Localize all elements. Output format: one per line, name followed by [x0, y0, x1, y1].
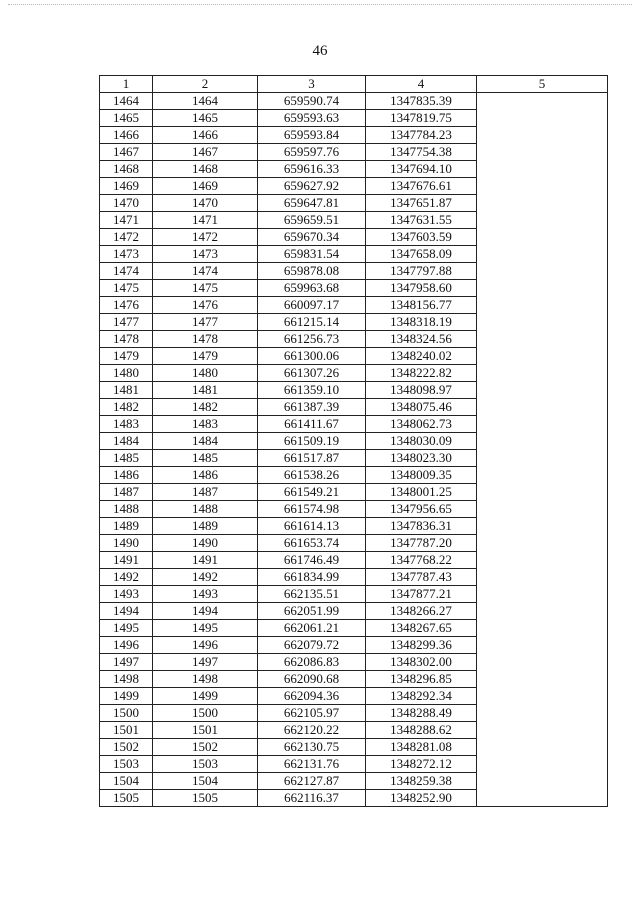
table-cell-col-4: 1348009.35	[366, 467, 477, 484]
table-row	[100, 416, 608, 433]
table-row	[100, 144, 608, 161]
table-cell-col-3: 659597.76	[258, 144, 366, 161]
table-cell-col-5	[477, 246, 608, 263]
table-cell-col-4: 1348288.49	[366, 705, 477, 722]
table-row	[100, 263, 608, 280]
table-row	[100, 654, 608, 671]
table-cell-col-5	[477, 314, 608, 331]
table-cell-col-2: 1495	[153, 620, 258, 637]
table-row	[100, 739, 608, 756]
table-cell-col-4: 1347835.39	[366, 93, 477, 110]
table-cell-col-2: 1505	[153, 790, 258, 807]
table-cell-col-3: 662086.83	[258, 654, 366, 671]
table-cell-col-2: 1465	[153, 110, 258, 127]
table-cell-col-5	[477, 790, 608, 807]
table-cell-col-3: 661614.13	[258, 518, 366, 535]
table-row	[100, 603, 608, 620]
table-cell-col-4: 1347877.21	[366, 586, 477, 603]
table-cell-col-4: 1348302.00	[366, 654, 477, 671]
table-cell-col-2: 1496	[153, 637, 258, 654]
table-cell-col-5	[477, 603, 608, 620]
table-cell-col-3: 659590.74	[258, 93, 366, 110]
table-row	[100, 773, 608, 790]
table-row	[100, 756, 608, 773]
table-cell-col-5	[477, 569, 608, 586]
table-cell-col-5	[477, 773, 608, 790]
table-cell-col-2: 1488	[153, 501, 258, 518]
table-cell-col-1: 1492	[100, 569, 153, 586]
table-cell-col-5	[477, 110, 608, 127]
table-cell-col-2: 1483	[153, 416, 258, 433]
table-cell-col-3: 662051.99	[258, 603, 366, 620]
table-cell-col-3: 659878.08	[258, 263, 366, 280]
table-row	[100, 110, 608, 127]
table-cell-col-1: 1505	[100, 790, 153, 807]
table-row	[100, 229, 608, 246]
table-cell-col-3: 659627.92	[258, 178, 366, 195]
table-cell-col-5	[477, 501, 608, 518]
table-cell-col-1: 1483	[100, 416, 153, 433]
table-cell-col-2: 1477	[153, 314, 258, 331]
table-cell-col-4: 1347768.22	[366, 552, 477, 569]
table-cell-col-3: 661359.10	[258, 382, 366, 399]
table-row	[100, 450, 608, 467]
table-cell-col-2: 1501	[153, 722, 258, 739]
table-row	[100, 93, 608, 110]
table-cell-col-4: 1347956.65	[366, 501, 477, 518]
table-row	[100, 212, 608, 229]
table-row	[100, 705, 608, 722]
table-cell-col-5	[477, 382, 608, 399]
table-row	[100, 178, 608, 195]
table-cell-col-2: 1485	[153, 450, 258, 467]
table-cell-col-2: 1484	[153, 433, 258, 450]
table-cell-col-1: 1490	[100, 535, 153, 552]
table-cell-col-4: 1348324.56	[366, 331, 477, 348]
table-cell-col-3: 662135.51	[258, 586, 366, 603]
table-cell-col-4: 1348281.08	[366, 739, 477, 756]
table-cell-col-3: 662094.36	[258, 688, 366, 705]
table-cell-col-5	[477, 263, 608, 280]
table-cell-col-4: 1347958.60	[366, 280, 477, 297]
table-row	[100, 688, 608, 705]
table-row	[100, 620, 608, 637]
table-cell-col-4: 1347787.20	[366, 535, 477, 552]
table-row	[100, 399, 608, 416]
table-cell-col-1: 1498	[100, 671, 153, 688]
table-cell-col-1: 1502	[100, 739, 153, 756]
table-row	[100, 365, 608, 382]
table-cell-col-5	[477, 365, 608, 382]
header-row	[100, 76, 608, 93]
table-cell-col-2: 1468	[153, 161, 258, 178]
table-row	[100, 484, 608, 501]
table-cell-col-4: 1348075.46	[366, 399, 477, 416]
table-cell-col-4: 1347819.75	[366, 110, 477, 127]
table-cell-col-4: 1348156.77	[366, 297, 477, 314]
table-cell-col-3: 662105.97	[258, 705, 366, 722]
table-cell-col-5	[477, 552, 608, 569]
table-cell-col-2: 1469	[153, 178, 258, 195]
header-cell-3: 3	[258, 76, 366, 93]
table-cell-col-2: 1476	[153, 297, 258, 314]
table-cell-col-1: 1475	[100, 280, 153, 297]
table-cell-col-1: 1482	[100, 399, 153, 416]
table-cell-col-4: 1347797.88	[366, 263, 477, 280]
table-cell-col-2: 1487	[153, 484, 258, 501]
table-cell-col-5	[477, 229, 608, 246]
table-cell-col-4: 1347754.38	[366, 144, 477, 161]
table-cell-col-2: 1478	[153, 331, 258, 348]
table-cell-col-3: 659616.33	[258, 161, 366, 178]
table-cell-col-2: 1504	[153, 773, 258, 790]
table-cell-col-4: 1348272.12	[366, 756, 477, 773]
table-cell-col-3: 660097.17	[258, 297, 366, 314]
table-cell-col-3: 662061.21	[258, 620, 366, 637]
table-cell-col-2: 1493	[153, 586, 258, 603]
table-cell-col-5	[477, 586, 608, 603]
table-cell-col-1: 1473	[100, 246, 153, 263]
table-row	[100, 246, 608, 263]
table-cell-col-4: 1348001.25	[366, 484, 477, 501]
table-cell-col-5	[477, 637, 608, 654]
table-cell-col-2: 1472	[153, 229, 258, 246]
table-cell-col-2: 1499	[153, 688, 258, 705]
table-cell-col-2: 1490	[153, 535, 258, 552]
table-cell-col-5	[477, 705, 608, 722]
table-cell-col-1: 1470	[100, 195, 153, 212]
table-cell-col-1: 1504	[100, 773, 153, 790]
table-cell-col-1: 1491	[100, 552, 153, 569]
table-cell-col-2: 1503	[153, 756, 258, 773]
table-row	[100, 161, 608, 178]
table-row	[100, 518, 608, 535]
table-cell-col-4: 1348292.34	[366, 688, 477, 705]
table-cell-col-5	[477, 416, 608, 433]
table-cell-col-1: 1495	[100, 620, 153, 637]
table-row	[100, 586, 608, 603]
table-cell-col-5	[477, 484, 608, 501]
table-row	[100, 569, 608, 586]
table-cell-col-5	[477, 467, 608, 484]
table-cell-col-3: 661538.26	[258, 467, 366, 484]
table-cell-col-2: 1502	[153, 739, 258, 756]
table-cell-col-2: 1492	[153, 569, 258, 586]
table-cell-col-5	[477, 620, 608, 637]
table-cell-col-3: 659593.63	[258, 110, 366, 127]
table-cell-col-3: 662120.22	[258, 722, 366, 739]
table-cell-col-4: 1348299.36	[366, 637, 477, 654]
table-row	[100, 348, 608, 365]
table-cell-col-1: 1478	[100, 331, 153, 348]
table-cell-col-4: 1347787.43	[366, 569, 477, 586]
table-cell-col-3: 659659.51	[258, 212, 366, 229]
table-row	[100, 195, 608, 212]
table-cell-col-2: 1467	[153, 144, 258, 161]
table-row	[100, 535, 608, 552]
table-cell-col-5	[477, 722, 608, 739]
table-cell-col-4: 1347784.23	[366, 127, 477, 144]
table-cell-col-4: 1348288.62	[366, 722, 477, 739]
table-cell-col-3: 661215.14	[258, 314, 366, 331]
top-divider	[8, 4, 632, 5]
table-cell-col-2: 1494	[153, 603, 258, 620]
table-cell-col-4: 1348023.30	[366, 450, 477, 467]
table-row	[100, 552, 608, 569]
table-cell-col-3: 659593.84	[258, 127, 366, 144]
header-cell-5: 5	[477, 76, 608, 93]
table-cell-col-1: 1500	[100, 705, 153, 722]
table-cell-col-1: 1503	[100, 756, 153, 773]
table-cell-col-1: 1481	[100, 382, 153, 399]
table-cell-col-4: 1348267.65	[366, 620, 477, 637]
table-row	[100, 382, 608, 399]
table-cell-col-3: 661746.49	[258, 552, 366, 569]
table-cell-col-4: 1348222.82	[366, 365, 477, 382]
table-row	[100, 501, 608, 518]
table-row	[100, 671, 608, 688]
table-row	[100, 790, 608, 807]
header-cell-1: 1	[100, 76, 153, 93]
table-cell-col-1: 1485	[100, 450, 153, 467]
table-cell-col-4: 1347651.87	[366, 195, 477, 212]
table-cell-col-4: 1347676.61	[366, 178, 477, 195]
table-row	[100, 127, 608, 144]
page-number: 46	[312, 43, 328, 59]
table-cell-col-2: 1475	[153, 280, 258, 297]
coordinates-table	[99, 75, 608, 807]
table-cell-col-4: 1348296.85	[366, 671, 477, 688]
table-cell-col-5	[477, 518, 608, 535]
table-cell-col-2: 1498	[153, 671, 258, 688]
table-header	[100, 76, 608, 93]
table-cell-col-5	[477, 144, 608, 161]
table-cell-col-2: 1500	[153, 705, 258, 722]
table-row	[100, 433, 608, 450]
table-cell-col-3: 662131.76	[258, 756, 366, 773]
table-cell-col-3: 661256.73	[258, 331, 366, 348]
table-cell-col-3: 659831.54	[258, 246, 366, 263]
table-cell-col-2: 1474	[153, 263, 258, 280]
table-cell-col-5	[477, 671, 608, 688]
table-cell-col-1: 1499	[100, 688, 153, 705]
table-cell-col-4: 1348240.02	[366, 348, 477, 365]
table-cell-col-5	[477, 297, 608, 314]
table-cell-col-2: 1489	[153, 518, 258, 535]
table-cell-col-5	[477, 280, 608, 297]
table-cell-col-4: 1348098.97	[366, 382, 477, 399]
table-cell-col-3: 661517.87	[258, 450, 366, 467]
table-cell-col-4: 1347658.09	[366, 246, 477, 263]
table-cell-col-3: 661411.67	[258, 416, 366, 433]
table-cell-col-1: 1477	[100, 314, 153, 331]
table-cell-col-4: 1347694.10	[366, 161, 477, 178]
table-body	[100, 93, 608, 807]
table-cell-col-5	[477, 178, 608, 195]
table-cell-col-5	[477, 654, 608, 671]
table-cell-col-3: 661653.74	[258, 535, 366, 552]
table-cell-col-4: 1347631.55	[366, 212, 477, 229]
table-cell-col-1: 1472	[100, 229, 153, 246]
table-row	[100, 722, 608, 739]
table-row	[100, 280, 608, 297]
table-cell-col-3: 661574.98	[258, 501, 366, 518]
table-cell-col-1: 1474	[100, 263, 153, 280]
table-cell-col-4: 1348030.09	[366, 433, 477, 450]
table-cell-col-2: 1471	[153, 212, 258, 229]
table-cell-col-2: 1480	[153, 365, 258, 382]
table-cell-col-2: 1466	[153, 127, 258, 144]
header-cell-4: 4	[366, 76, 477, 93]
table-cell-col-1: 1464	[100, 93, 153, 110]
table-cell-col-1: 1497	[100, 654, 153, 671]
table-cell-col-3: 659963.68	[258, 280, 366, 297]
table-cell-col-1: 1489	[100, 518, 153, 535]
table-cell-col-5	[477, 93, 608, 110]
table-cell-col-1: 1487	[100, 484, 153, 501]
table-cell-col-1: 1469	[100, 178, 153, 195]
table-cell-col-3: 662116.37	[258, 790, 366, 807]
table-row	[100, 297, 608, 314]
table-cell-col-5	[477, 756, 608, 773]
table-cell-col-2: 1479	[153, 348, 258, 365]
table-cell-col-3: 661509.19	[258, 433, 366, 450]
table-cell-col-4: 1348062.73	[366, 416, 477, 433]
table-cell-col-2: 1486	[153, 467, 258, 484]
table-cell-col-1: 1466	[100, 127, 153, 144]
table-cell-col-2: 1481	[153, 382, 258, 399]
table-cell-col-4: 1348318.19	[366, 314, 477, 331]
table-cell-col-5	[477, 739, 608, 756]
table-cell-col-3: 659670.34	[258, 229, 366, 246]
table-cell-col-1: 1484	[100, 433, 153, 450]
table-cell-col-3: 662130.75	[258, 739, 366, 756]
table-cell-col-2: 1482	[153, 399, 258, 416]
table-cell-col-5	[477, 348, 608, 365]
table-row	[100, 637, 608, 654]
table-cell-col-3: 661300.06	[258, 348, 366, 365]
table-cell-col-5	[477, 212, 608, 229]
table-cell-col-5	[477, 161, 608, 178]
table-cell-col-3: 661307.26	[258, 365, 366, 382]
table-cell-col-5	[477, 399, 608, 416]
table-cell-col-1: 1486	[100, 467, 153, 484]
table-cell-col-4: 1347836.31	[366, 518, 477, 535]
table-cell-col-1: 1480	[100, 365, 153, 382]
table-cell-col-3: 662090.68	[258, 671, 366, 688]
table-cell-col-1: 1479	[100, 348, 153, 365]
table-cell-col-1: 1468	[100, 161, 153, 178]
table-cell-col-1: 1501	[100, 722, 153, 739]
table-cell-col-3: 661387.39	[258, 399, 366, 416]
table-cell-col-3: 662127.87	[258, 773, 366, 790]
table-cell-col-1: 1476	[100, 297, 153, 314]
table-cell-col-5	[477, 688, 608, 705]
table-cell-col-2: 1470	[153, 195, 258, 212]
table-cell-col-4: 1348252.90	[366, 790, 477, 807]
table-cell-col-1: 1465	[100, 110, 153, 127]
table-cell-col-1: 1471	[100, 212, 153, 229]
table-row	[100, 467, 608, 484]
table-cell-col-5	[477, 331, 608, 348]
table-cell-col-5	[477, 433, 608, 450]
table-cell-col-3: 659647.81	[258, 195, 366, 212]
table-row	[100, 314, 608, 331]
table-cell-col-1: 1494	[100, 603, 153, 620]
table-cell-col-3: 661549.21	[258, 484, 366, 501]
table-cell-col-4: 1348259.38	[366, 773, 477, 790]
header-cell-2: 2	[153, 76, 258, 93]
table-cell-col-3: 661834.99	[258, 569, 366, 586]
table-cell-col-5	[477, 535, 608, 552]
table-cell-col-1: 1493	[100, 586, 153, 603]
table-cell-col-2: 1464	[153, 93, 258, 110]
table-cell-col-5	[477, 195, 608, 212]
table-cell-col-1: 1488	[100, 501, 153, 518]
table-cell-col-5	[477, 450, 608, 467]
table-cell-col-5	[477, 127, 608, 144]
table-cell-col-2: 1497	[153, 654, 258, 671]
table-cell-col-4: 1347603.59	[366, 229, 477, 246]
table-cell-col-2: 1473	[153, 246, 258, 263]
table-cell-col-1: 1496	[100, 637, 153, 654]
table-cell-col-4: 1348266.27	[366, 603, 477, 620]
table-cell-col-3: 662079.72	[258, 637, 366, 654]
table-cell-col-2: 1491	[153, 552, 258, 569]
table-cell-col-1: 1467	[100, 144, 153, 161]
table-row	[100, 331, 608, 348]
